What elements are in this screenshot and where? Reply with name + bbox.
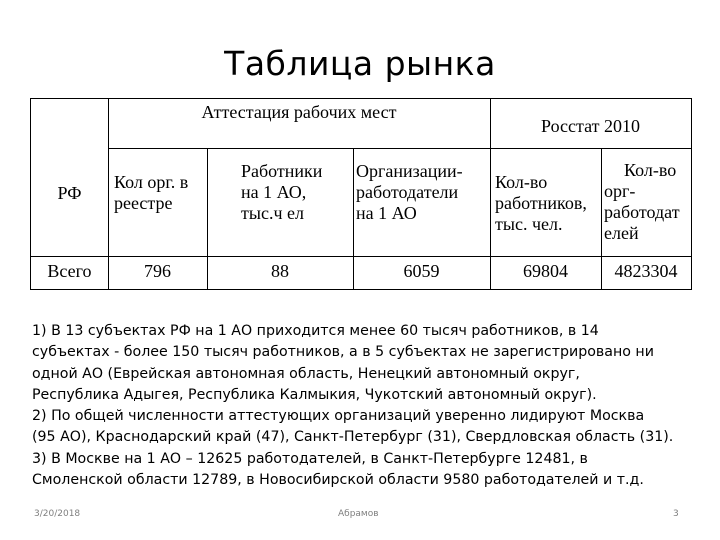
footer-author: Абрамов [338,509,379,519]
note-line: Республика Адыгея, Республика Калмыкия, Чукотский автономный округ). [32,386,597,403]
total-value: 4823304 [614,261,678,281]
footer-date: 3/20/2018 [34,509,81,519]
total-value: 796 [144,261,171,281]
footer-page-number: 3 [673,509,679,519]
note-line: одной АО (Еврейская автономная область, Ненецкий автономный округ, [32,365,580,382]
col-header-employers-per-ao: Организации- работодатели на 1 АО [356,161,463,223]
note-line: (95 АО), Краснодарский край (47), Санкт-Петербург (31), Свердловская область (31). [32,429,674,446]
note-line: 2) По общей численности аттестующих организаций уверенно лидируют Москва [32,408,645,425]
slide-title: Таблица рынка [224,44,496,83]
col-header-workers-per-ao: Работники на 1 АО, тыс.ч ел [241,161,323,223]
table-divider [31,256,691,257]
note-line: 3) В Москве на 1 АО – 12625 работодателей, в Санкт-Петербурге 12481, в [32,450,588,467]
table-divider [108,148,691,149]
market-table [30,98,692,290]
notes-text [32,321,712,491]
group-header-rosstat: Росстат 2010 [541,116,640,136]
col-header-org-count: Кол орг. в реестре [114,172,189,213]
total-value: 88 [271,261,289,281]
row-header-rf: РФ [57,183,82,203]
total-value: 6059 [403,261,440,281]
total-value: 69804 [523,261,568,281]
group-header-attestation: Аттестация рабочих мест [201,102,397,122]
col-header-workers-total: Кол-во работников, тыс. чел. [495,172,587,234]
note-line: 1) В 13 субъектах РФ на 1 АО приходится менее 60 тысяч работников, в 14 [32,323,599,339]
total-label: Всего [47,261,92,281]
note-line: субъектах - более 150 тысяч работников, а в 5 субъектах не зарегистрировано ни [32,344,654,361]
col-header-employer-orgs: Кол-во орг- работодат елей [604,160,680,243]
note-line: Смоленской области 12789, в Новосибирской области 9580 работодателей и т.д. [32,472,644,489]
